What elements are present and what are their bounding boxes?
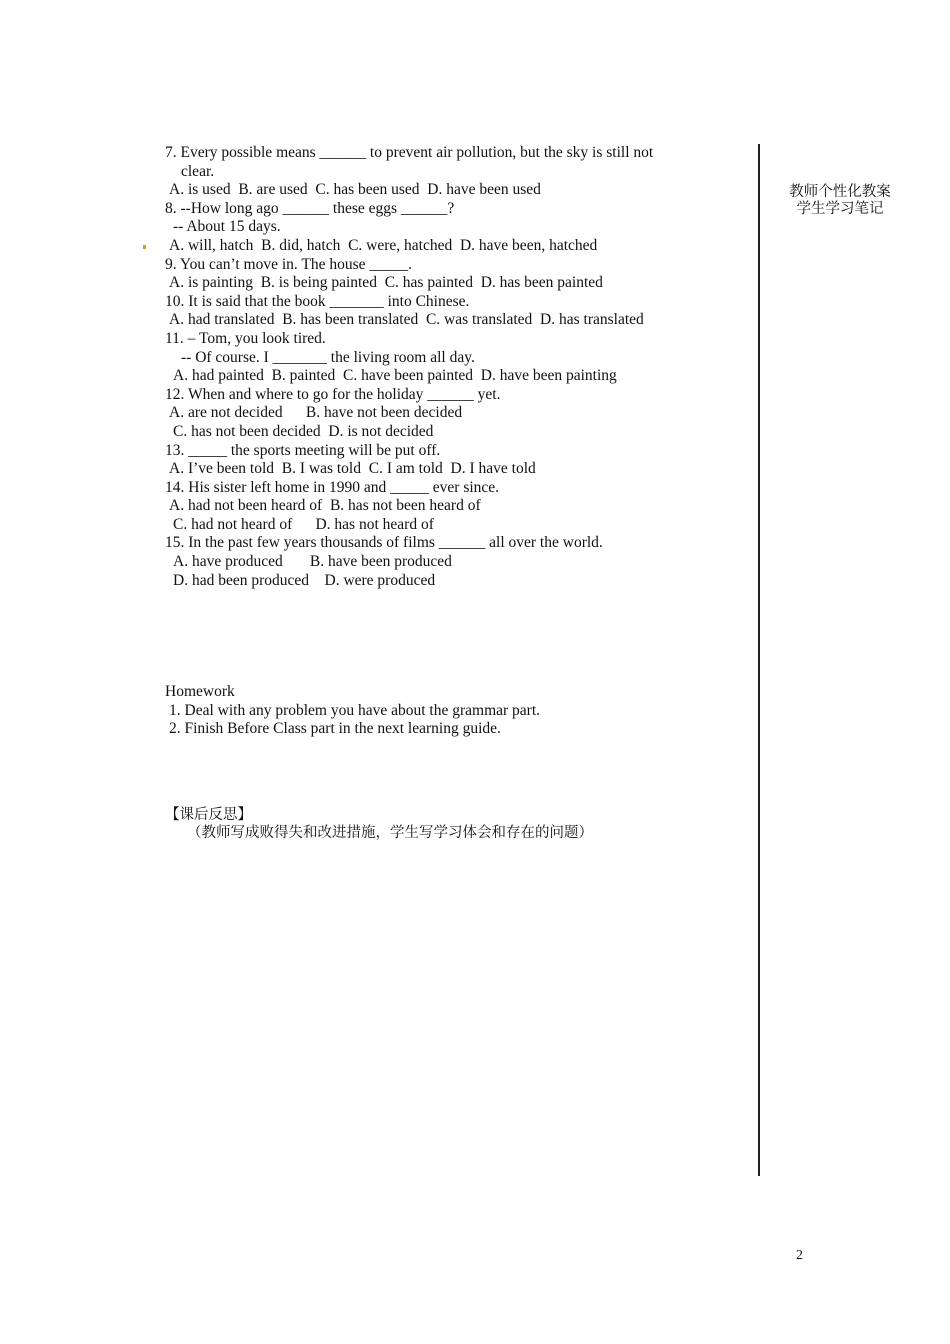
question-7-options: A. is used B. are used C. has been used D. have been used bbox=[169, 181, 541, 199]
question-12-options-row2: C. has not been decided D. is not decided bbox=[173, 422, 434, 440]
question-15-options-row1: A. have produced B. have been produced bbox=[173, 553, 452, 571]
reflection-note: （教师写成败得失和改进措施，学生写学习体会和存在的问题） bbox=[187, 824, 593, 841]
question-13-stem: 13. _____ the sports meeting will be put off. bbox=[165, 441, 441, 459]
spacer bbox=[165, 739, 725, 807]
question-10-stem: 10. It is said that the book _______ into Chinese. bbox=[165, 292, 470, 310]
homework-title: Homework bbox=[165, 683, 235, 701]
question-8-options: A. will, hatch B. did, hatch C. were, hatched D. have been, hatched bbox=[169, 236, 598, 254]
question-13-options: A. I’ve been told B. I was told C. I am told D. I have told bbox=[169, 460, 536, 478]
question-14-options-row2: C. had not heard of D. has not heard of bbox=[173, 515, 434, 533]
spacer bbox=[165, 590, 725, 683]
question-14-options-row1: A. had not been heard of B. has not been heard of bbox=[169, 497, 481, 515]
question-15-options-row2: D. had been produced D. were produced bbox=[173, 571, 436, 589]
question-14-stem: 14. His sister left home in 1990 and _____ ever since. bbox=[165, 478, 500, 496]
question-15-stem: 15. In the past few years thousands of films ______ all over the world. bbox=[165, 534, 603, 552]
bullet-mark bbox=[143, 245, 146, 249]
question-11-stem: 11. – Tom, you look tired. bbox=[165, 329, 326, 347]
question-7-stem: 7. Every possible means ______ to prevent air pollution, but the sky is still not bbox=[165, 144, 654, 161]
homework-item-2: 2. Finish Before Class part in the next learning guide. bbox=[169, 720, 501, 738]
column-divider bbox=[758, 144, 760, 1176]
reflection-title: 【课后反思】 bbox=[165, 807, 252, 824]
question-11-options: A. had painted B. painted C. have been painted D. have been painting bbox=[173, 367, 617, 385]
page-number: 2 bbox=[796, 1248, 803, 1263]
question-7-stem-cont: clear. bbox=[181, 162, 215, 180]
homework-item-1: 1. Deal with any problem you have about the grammar part. bbox=[169, 701, 541, 719]
notes-header-line-2: 学生学习笔记 bbox=[796, 201, 884, 217]
question-12-stem: 12. When and where to go for the holiday ______ yet. bbox=[165, 385, 501, 403]
notes-header-line-1: 教师个性化教案 bbox=[789, 184, 891, 200]
question-11-answer-line: -- Of course. I _______ the living room all day. bbox=[181, 348, 475, 366]
question-9-options: A. is painting B. is being painted C. has painted D. has been painted bbox=[169, 274, 603, 292]
notes-column-header bbox=[770, 184, 910, 218]
question-12-options-row1: A. are not decided B. have not been decided bbox=[169, 404, 463, 422]
question-8-stem: 8. --How long ago ______ these eggs ______? bbox=[165, 199, 455, 217]
exercise-content bbox=[165, 144, 725, 842]
question-10-options: A. had translated B. has been translated C. was translated D. has translated bbox=[169, 311, 644, 329]
question-8-answer-line: -- About 15 days. bbox=[173, 218, 281, 236]
question-9-stem: 9. You can’t move in. The house _____. bbox=[165, 255, 412, 273]
